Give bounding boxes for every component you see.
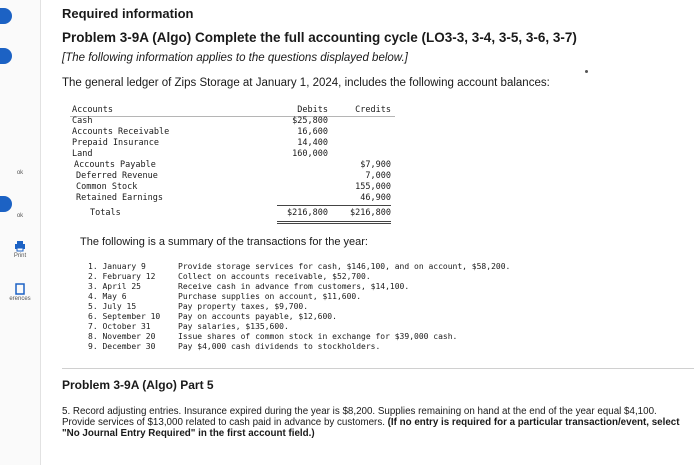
account-name: Retained Earnings (76, 193, 163, 203)
sidebar-item-references[interactable] (0, 283, 40, 302)
sidebar-item-print[interactable] (0, 240, 40, 259)
part-instruction (62, 406, 682, 439)
credit-value: 155,000 (355, 182, 391, 192)
account-name: Deferred Revenue (76, 171, 158, 181)
transaction-date: 9. December 30 (88, 342, 156, 351)
list-item (88, 282, 568, 292)
transaction-text: Pay property taxes, $9,700. (178, 302, 309, 311)
sidebar-tab[interactable] (0, 48, 12, 64)
list-item (88, 312, 568, 322)
account-name: Common Stock (76, 182, 138, 192)
debit-value: 14,400 (297, 138, 328, 148)
transaction-date: 4. May 6 (88, 292, 127, 301)
transaction-date: 5. July 15 (88, 302, 137, 311)
account-name: Cash (72, 116, 93, 126)
transaction-text: Provide storage services for cash, $146,100, and on account, $58,200. (178, 262, 511, 271)
debit-value: 16,600 (297, 127, 328, 137)
table-row (70, 116, 395, 127)
table-row (70, 193, 395, 204)
transaction-date: 3. April 25 (88, 282, 141, 291)
transaction-text: Pay $4,000 cash dividends to stockholders. (178, 342, 381, 351)
part-title: Problem 3-9A (Algo) Part 5 (62, 378, 214, 392)
sidebar-item-ebook[interactable] (0, 170, 40, 176)
credit-value: $7,900 (360, 160, 391, 170)
section-divider (62, 368, 694, 369)
ledger-header-credits: Credits (355, 105, 391, 115)
info-note: [The following information applies to the questions displayed below.] (62, 52, 408, 64)
account-name: Prepaid Insurance (72, 138, 159, 148)
account-name: Accounts Payable (74, 160, 156, 170)
list-item (88, 262, 568, 272)
credit-value: 7,000 (365, 171, 391, 181)
sidebar-item-ask[interactable] (0, 213, 40, 219)
transaction-text: Pay salaries, $135,600. (178, 322, 289, 331)
table-row (70, 182, 395, 193)
total-rule (277, 205, 391, 206)
transaction-date: 1. January 9 (88, 262, 146, 271)
account-name: Accounts Receivable (72, 127, 170, 137)
list-item (88, 302, 568, 312)
transaction-date: 6. September 10 (88, 312, 161, 321)
list-item (88, 292, 568, 302)
sidebar-item-label: erences (9, 296, 31, 302)
transaction-text: Receive cash in advance from customers, $14,100. (178, 282, 410, 291)
sidebar-item-label: Print (13, 253, 27, 259)
general-ledger-table (70, 105, 395, 229)
sidebar-tab[interactable] (0, 8, 12, 24)
left-sidebar (0, 0, 41, 465)
total-credit-value: $216,800 (350, 208, 391, 218)
totals-label: Totals (90, 208, 121, 218)
transaction-text: Issue shares of common stock in exchange for $39,000 cash. (178, 332, 458, 341)
debit-value: $25,800 (292, 116, 328, 126)
ledger-header-accounts: Accounts (72, 105, 113, 115)
transactions-title: The following is a summary of the transactions for the year: (80, 236, 368, 248)
instruction-text: 5. Record adjusting entries. Insurance expired during the year is $8,200. Supplies remaining on hand at the end of the year equal $4,100. Provide services of $13,000 related to cash paid in advance by customers. (62, 406, 657, 428)
transaction-text: Purchase supplies on account, $11,600. (178, 292, 362, 301)
list-item (88, 342, 568, 352)
list-item (88, 332, 568, 342)
table-row (70, 127, 395, 138)
required-information-heading: Required information (62, 6, 194, 21)
references-icon (14, 283, 26, 295)
transaction-date: 7. October 31 (88, 322, 151, 331)
list-item (88, 272, 568, 282)
print-icon (14, 240, 26, 252)
problem-title: Problem 3-9A (Algo) Complete the full accounting cycle (LO3-3, 3-4, 3-5, 3-6, 3-7) (62, 30, 577, 45)
ledger-header-debits: Debits (297, 105, 328, 115)
total-debit-value: $216,800 (287, 208, 328, 218)
transaction-text: Pay on accounts payable, $12,600. (178, 312, 337, 321)
sidebar-tab[interactable] (0, 196, 12, 212)
transaction-date: 2. February 12 (88, 272, 156, 281)
double-rule-top (277, 221, 391, 222)
transaction-text: Collect on accounts receivable, $52,700. (178, 272, 371, 281)
transaction-date: 8. November 20 (88, 332, 156, 341)
debit-value: 160,000 (292, 149, 328, 159)
totals-row (70, 208, 395, 219)
list-item (88, 322, 568, 332)
ledger-intro: The general ledger of Zips Storage at January 1, 2024, includes the following account balances: (62, 77, 550, 89)
table-row (70, 160, 395, 171)
table-row (70, 149, 395, 160)
table-row (70, 171, 395, 182)
table-row (70, 138, 395, 149)
sidebar-item-label: ok (16, 170, 24, 176)
credit-value: 46,900 (360, 193, 391, 203)
sidebar-item-label: ok (16, 213, 24, 219)
instruction-bold-note: (If no entry is required for a particular transaction/event, select "No Journal Entry Required" in the first account field.) (62, 417, 680, 439)
double-rule-bottom (277, 223, 391, 224)
account-name: Land (72, 149, 93, 159)
stray-dot (585, 70, 588, 73)
